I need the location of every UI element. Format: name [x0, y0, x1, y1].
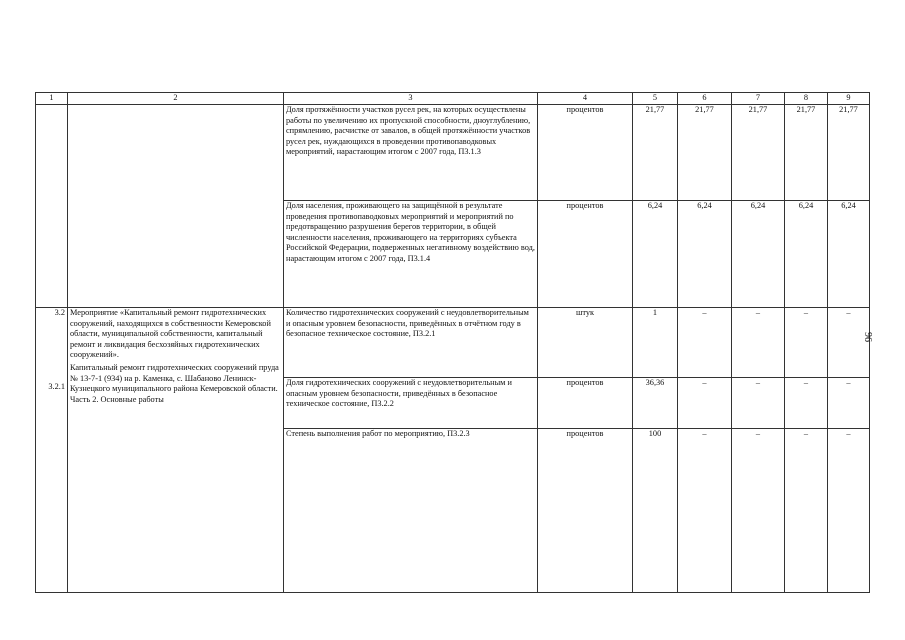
header-cell: 5	[633, 93, 678, 105]
unit-cell: штук	[538, 308, 633, 378]
value-cell: –	[828, 378, 870, 429]
empty-measure-cell	[68, 105, 284, 308]
measure-text: Мероприятие «Капитальный ремонт гидротехнических сооружений, находящихся в собственности Кемеровской области, муниципальной собственности, капитальный ремонт и ликвидация бесхозяйных гидротехнических сооружений».	[70, 308, 271, 360]
header-cell: 3	[284, 93, 538, 105]
value-cell: 6,24	[678, 201, 732, 308]
value-cell: –	[732, 429, 785, 593]
value-cell: –	[785, 429, 828, 593]
table-row	[36, 105, 870, 201]
indicator-cell: Доля протяжённости участков русел рек, на которых осуществлены работы по увеличению их пропускной способности, дноуглублению, спрямлению, расчистке от завалов, в общей протяжённости участков русел рек, нуждающихся в проведении противопаводковых мероприятий, нарастающим итогом с 2007 года, П3.1.3	[284, 105, 538, 201]
value-cell: 1	[633, 308, 678, 378]
measure-number: 3.2	[54, 308, 65, 317]
header-cell: 8	[785, 93, 828, 105]
value-cell: 36,36	[633, 378, 678, 429]
value-cell: –	[828, 308, 870, 378]
value-cell: 21,77	[732, 105, 785, 201]
value-cell: 6,24	[828, 201, 870, 308]
measure-text-cell	[68, 308, 284, 593]
header-cell: 2	[68, 93, 284, 105]
value-cell: –	[732, 378, 785, 429]
unit-cell: процентов	[538, 105, 633, 201]
sub-measure-text: Капитальный ремонт гидротехнических сооружений пруда № 13-7-1 (934) на р. Каменка, с. Шабаново Ленинск-Кузнецкого муниципального района Кемеровской области. Часть 2. Основные работы	[70, 362, 279, 404]
value-cell: –	[678, 308, 732, 378]
header-cell: 1	[36, 93, 68, 105]
value-cell: 21,77	[633, 105, 678, 201]
value-cell: 6,24	[785, 201, 828, 308]
header-cell: 6	[678, 93, 732, 105]
value-cell: 21,77	[828, 105, 870, 201]
value-cell: 6,24	[732, 201, 785, 308]
indicator-cell: Степень выполнения работ по мероприятию, П3.2.3	[284, 429, 538, 593]
header-cell: 9	[828, 93, 870, 105]
unit-cell: процентов	[538, 201, 633, 308]
value-cell: –	[732, 308, 785, 378]
sub-measure-number: 3.2.1	[48, 381, 65, 391]
page-number: 96	[862, 332, 873, 342]
value-cell: –	[785, 378, 828, 429]
table-row	[36, 308, 870, 378]
indicator-cell: Доля гидротехнических сооружений с неудовлетворительным и опасным уровнем безопасности, приведённых в безопасное техническое состояние, П3.2.2	[284, 378, 538, 429]
value-cell: –	[785, 308, 828, 378]
value-cell: 21,77	[678, 105, 732, 201]
header-cell: 4	[538, 93, 633, 105]
empty-number-cell	[36, 105, 68, 308]
value-cell: 100	[633, 429, 678, 593]
value-cell: 21,77	[785, 105, 828, 201]
value-cell: –	[678, 378, 732, 429]
value-cell: 6,24	[633, 201, 678, 308]
value-cell: –	[678, 429, 732, 593]
measure-number-cell	[36, 308, 68, 593]
indicators-table	[35, 92, 870, 593]
table-header-row	[36, 93, 870, 105]
unit-cell: процентов	[538, 378, 633, 429]
indicator-cell: Количество гидротехнических сооружений с неудовлетворительным и опасным уровнем безопасности, приведённых в отчётном году в безопасное техническое состояние, П3.2.1	[284, 308, 538, 378]
header-cell: 7	[732, 93, 785, 105]
unit-cell: процентов	[538, 429, 633, 593]
value-cell: –	[828, 429, 870, 593]
indicator-cell: Доля населения, проживающего на защищённой в результате проведения противопаводковых мероприятий и мероприятий по предотвращению разрушения берегов территории, в общей численности населения, проживающего на территориях субъекта Российской Федерации, подверженных негативному воздействию вод, нарастающим итогом с 2007 года, П3.1.4	[284, 201, 538, 308]
